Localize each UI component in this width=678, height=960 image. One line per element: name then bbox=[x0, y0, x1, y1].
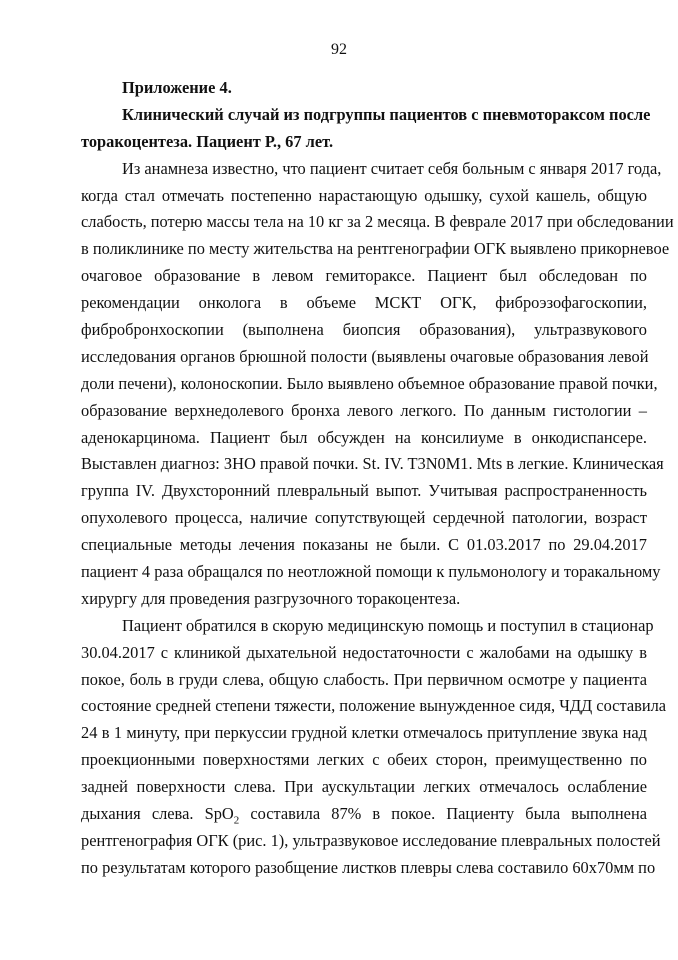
text-line: Пациент обратился в скорую медицинскую помощь и поступил в стационар bbox=[122, 615, 654, 635]
text-line: группа IV. Двухсторонний плевральный выпот. Учитывая распространенность bbox=[81, 481, 647, 501]
text-line: очаговое образование в левом гемитораксе. Пациент был обследован по bbox=[81, 266, 647, 286]
text-line: специальные методы лечения показаны не были. С 01.03.2017 по 29.04.2017 bbox=[81, 535, 647, 555]
text-line: опухолевого процесса, наличие сопутствующей сердечной патологии, возраст bbox=[81, 508, 647, 528]
spo2-line bbox=[81, 801, 647, 828]
text-line: покое, боль в груди слева, общую слабость. При первичном осмотре у пациента bbox=[81, 669, 647, 689]
case-title-line-1: Клинический случай из подгруппы пациентов с пневмотораксом после bbox=[122, 104, 651, 124]
text-line: рекомендации онколога в объеме МСКТ ОГК, фиброэзофагоскопии, bbox=[81, 293, 647, 313]
text-line: Выставлен диагноз: ЗНО правой почки. St. IV. T3N0M1. Mts в легкие. Клиническая bbox=[81, 454, 664, 474]
text-line: 24 в 1 минуту, при перкуссии грудной клетки отмечалось притупление звука над bbox=[81, 723, 647, 743]
spo2-line-end: составила 87% в покое. Пациенту была выполнена bbox=[239, 804, 648, 824]
text-line: пациент 4 раза обращался по неотложной помощи к пульмонологу и торакальному bbox=[81, 562, 661, 582]
document-body bbox=[81, 75, 674, 882]
text-line: слабость, потерю массы тела на 10 кг за 2 месяца. В феврале 2017 при обследовании bbox=[81, 212, 674, 232]
text-line: по результатам которого разобщение листков плевры слева составило 60х70мм по bbox=[81, 857, 656, 877]
case-title-line-2: торакоцентеза. Пациент Р., 67 лет. bbox=[81, 131, 334, 151]
anamnesis-paragraph bbox=[81, 156, 674, 613]
text-line: хирургу для проведения разгрузочного торакоцентеза. bbox=[81, 588, 461, 608]
appendix-heading: Приложение 4. bbox=[122, 78, 232, 97]
text-line: 30.04.2017 с клиникой дыхательной недостаточности с жалобами на одышку в bbox=[81, 642, 647, 662]
text-line: в поликлинике по месту жительства на рентгенографии ОГК выявлено прикорневое bbox=[81, 239, 670, 259]
text-line: состояние средней степени тяжести, положение вынужденное сидя, ЧДД составила bbox=[81, 696, 667, 716]
page-number: 92 bbox=[331, 41, 347, 58]
text-line: задней поверхности слева. При аускультации легких отмечалось ослабление bbox=[81, 777, 647, 797]
text-line: фибробронхоскопии (выполнена биопсия образования), ультразвукового bbox=[81, 320, 647, 340]
text-line: аденокарцинома. Пациент был обсужден на консилиуме в онкодиспансере. bbox=[81, 427, 647, 447]
spo2-line-start: дыхания слева. SpO bbox=[81, 804, 234, 824]
text-line: исследования органов брюшной полости (выявлены очаговые образования левой bbox=[81, 346, 649, 366]
spo2-subscript: 2 bbox=[233, 814, 240, 827]
text-line: доли печени), колоноскопии. Было выявлено объемное образование правой почки, bbox=[81, 373, 658, 393]
text-line: Из анамнеза известно, что пациент считает себя больным с января 2017 года, bbox=[122, 158, 662, 178]
text-line: проекционными поверхностями легких с обеих сторон, преимущественно по bbox=[81, 750, 647, 770]
text-line: образование верхнедолевого бронха левого легкого. По данным гистологии – bbox=[81, 400, 647, 420]
admission-paragraph bbox=[81, 613, 667, 882]
text-line: рентгенография ОГК (рис. 1), ультразвуковое исследование плевральных полостей bbox=[81, 830, 661, 850]
text-line: когда стал отмечать постепенно нарастающую одышку, сухой кашель, общую bbox=[81, 185, 647, 205]
